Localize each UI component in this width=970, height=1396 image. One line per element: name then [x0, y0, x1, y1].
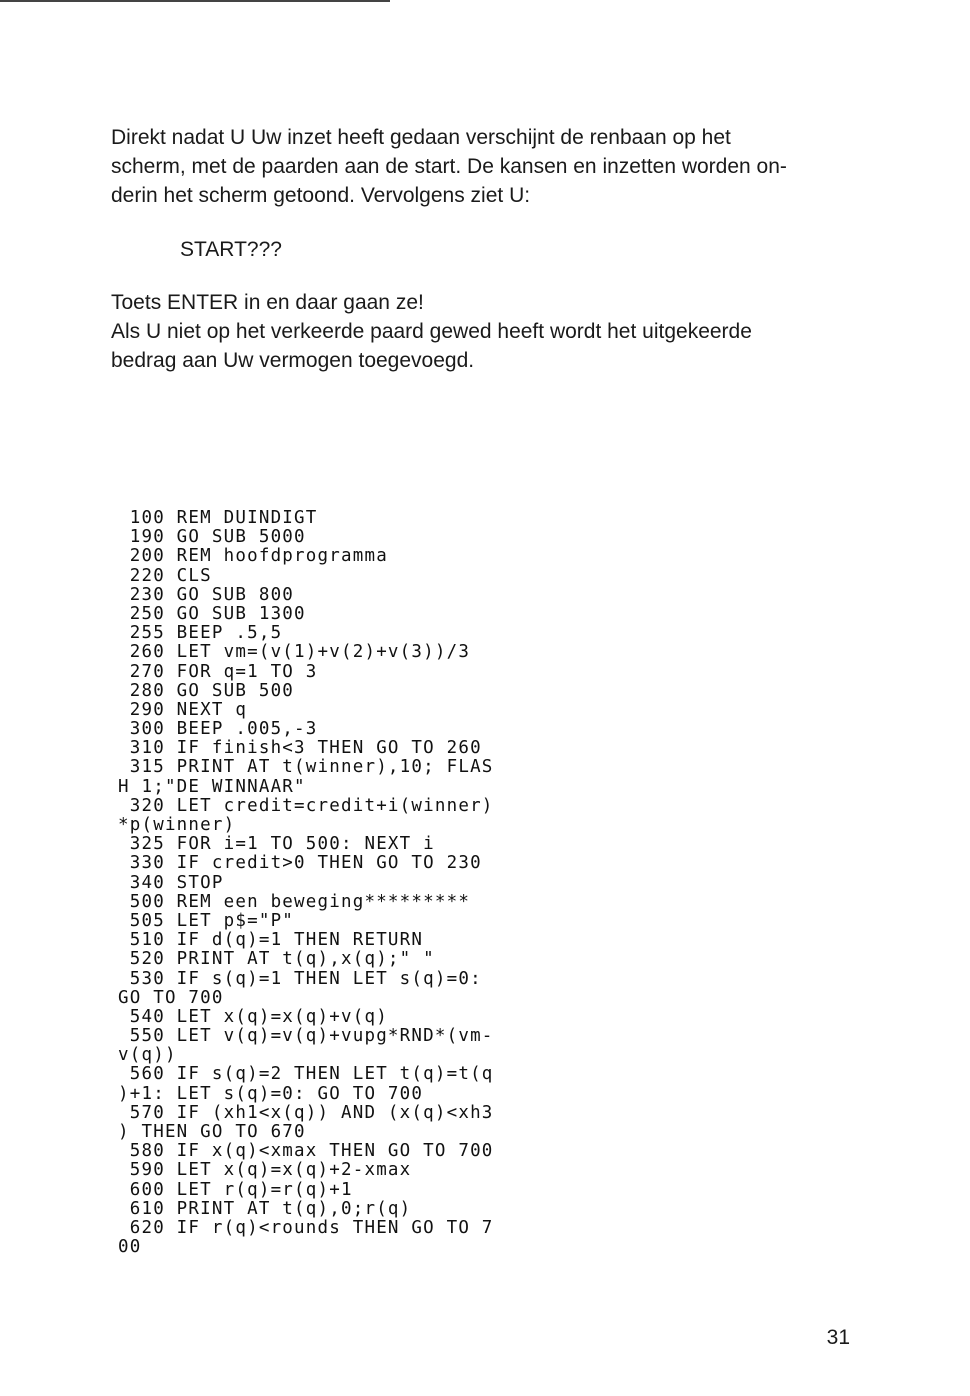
- outro-line: bedrag aan Uw vermogen toegevoegd.: [111, 349, 475, 372]
- code-line: 220 CLS: [118, 565, 212, 586]
- code-line: 325 FOR i=1 TO 500: NEXT i: [118, 834, 435, 855]
- code-line: v(q)): [118, 1045, 177, 1066]
- code-line: 540 LET x(q)=x(q)+v(q): [118, 1006, 388, 1027]
- code-line: 200 REM hoofdprogramma: [118, 546, 388, 567]
- code-line: 530 IF s(q)=1 THEN LET s(q)=0:: [118, 968, 482, 989]
- code-line: 190 GO SUB 5000: [118, 527, 306, 548]
- code-line: 310 IF finish<3 THEN GO TO 260: [118, 738, 482, 759]
- intro-line: scherm, met de paarden aan de start. De kansen en inzetten worden on-: [111, 155, 787, 178]
- code-line: 550 LET v(q)=v(q)+vupg*RND*(vm-: [118, 1026, 494, 1047]
- code-line: )+1: LET s(q)=0: GO TO 700: [118, 1083, 424, 1104]
- code-line: 280 GO SUB 500: [118, 680, 295, 701]
- code-line: 560 IF s(q)=2 THEN LET t(q)=t(q: [118, 1064, 494, 1085]
- code-line: 590 LET x(q)=x(q)+2-xmax: [118, 1160, 412, 1181]
- intro-line: Direkt nadat U Uw inzet heeft gedaan verschijnt de renbaan op het: [111, 126, 731, 149]
- outro-line: Toets ENTER in en daar gaan ze!: [111, 291, 424, 314]
- code-line: 290 NEXT q: [118, 699, 248, 720]
- code-line: GO TO 700: [118, 987, 224, 1008]
- intro-paragraph: [111, 123, 851, 210]
- code-line: 340 STOP: [118, 872, 224, 893]
- code-line: 270 FOR q=1 TO 3: [118, 661, 318, 682]
- code-line: 300 BEEP .005,-3: [118, 719, 318, 740]
- code-line: 620 IF r(q)<rounds THEN GO TO 7: [118, 1217, 494, 1238]
- top-rule: [0, 0, 390, 2]
- basic-program-listing: [118, 509, 494, 1257]
- code-line: 500 REM een beweging*********: [118, 891, 471, 912]
- code-line: 260 LET vm=(v(1)+v(2)+v(3))/3: [118, 642, 471, 663]
- intro-line: derin het scherm getoond. Vervolgens ziet U:: [111, 184, 531, 207]
- code-line: ) THEN GO TO 670: [118, 1122, 306, 1142]
- code-line: 570 IF (xh1<x(q)) AND (x(q)<xh3: [118, 1102, 494, 1123]
- start-prompt: START???: [180, 238, 282, 261]
- outro-paragraph: [111, 288, 851, 375]
- code-line: 315 PRINT AT t(winner),10; FLAS: [118, 757, 494, 778]
- outro-line: Als U niet op het verkeerde paard gewed heeft wordt het uitgekeerde: [111, 320, 752, 343]
- code-line: 230 GO SUB 800: [118, 584, 295, 605]
- code-line: 610 PRINT AT t(q),0;r(q): [118, 1198, 412, 1219]
- code-line: 100 REM DUINDIGT: [118, 508, 318, 528]
- code-line: 250 GO SUB 1300: [118, 603, 306, 624]
- page-number: 31: [826, 1326, 850, 1349]
- code-line: 00: [118, 1237, 142, 1258]
- code-line: 600 LET r(q)=r(q)+1: [118, 1179, 353, 1200]
- code-line: H 1;"DE WINNAAR": [118, 776, 306, 797]
- code-line: 255 BEEP .5,5: [118, 623, 283, 644]
- code-line: 520 PRINT AT t(q),x(q);" ": [118, 949, 435, 970]
- code-line: 505 LET p$="P": [118, 910, 295, 931]
- code-line: 320 LET credit=credit+i(winner): [118, 795, 494, 816]
- code-line: 580 IF x(q)<xmax THEN GO TO 700: [118, 1141, 494, 1162]
- code-line: *p(winner): [118, 815, 236, 835]
- code-line: 330 IF credit>0 THEN GO TO 230: [118, 853, 482, 874]
- code-line: 510 IF d(q)=1 THEN RETURN: [118, 930, 424, 951]
